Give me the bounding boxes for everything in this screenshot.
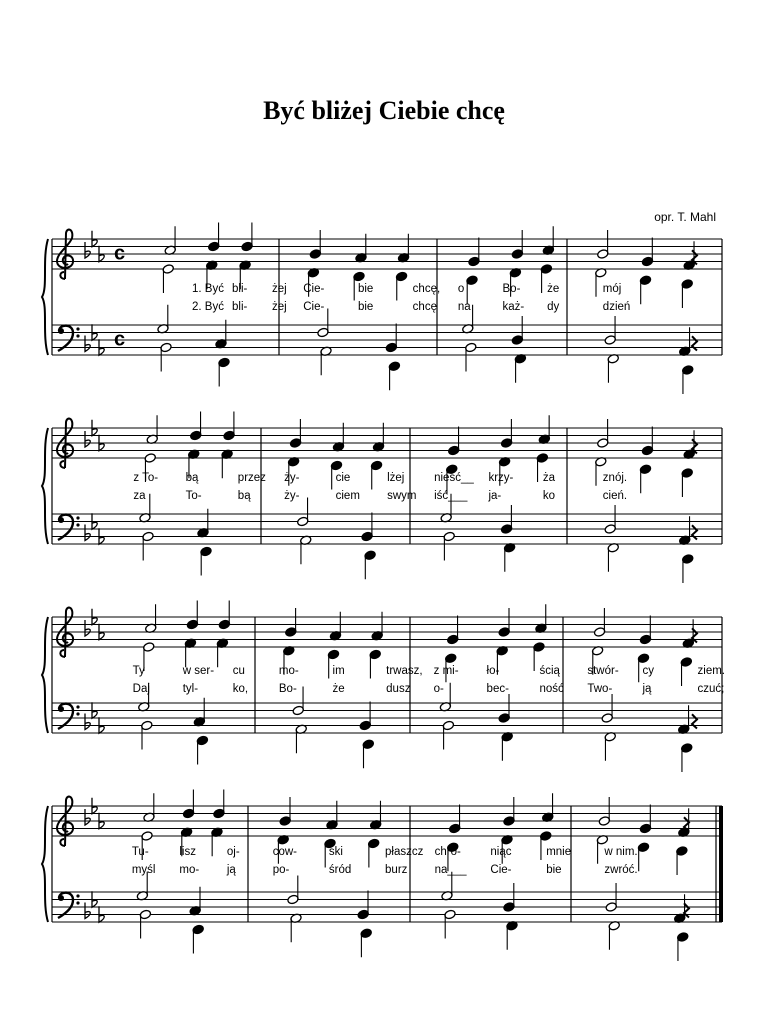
lyric-syllable: ność: [539, 683, 564, 695]
bass-clef-dot: [58, 895, 64, 901]
system-brace: [42, 428, 48, 544]
lyric-syllable: cy: [642, 665, 654, 677]
lyric-syllable: z To-: [133, 472, 159, 484]
bass-clef-dot: [76, 334, 79, 337]
lyric-syllable: ża: [542, 472, 555, 484]
common-time-icon: c: [114, 328, 126, 351]
lyric-syllable: bli-: [232, 283, 248, 295]
flat-icon: [85, 620, 90, 636]
bass-clef-dot: [58, 706, 64, 712]
lyric-syllable: za: [133, 490, 146, 502]
system-brace: [42, 806, 48, 922]
lyric-syllable: ją: [642, 683, 652, 695]
lyric-syllable: Bo-: [502, 283, 521, 295]
lyric-syllable: Bo-: [278, 683, 297, 695]
lyric-syllable: cie: [335, 472, 351, 484]
lyric-syllable: ło-: [486, 665, 500, 677]
lyric-syllable: na___: [434, 864, 467, 876]
lyric-syllable: o-: [433, 683, 444, 695]
lyric-syllable: zwróć.: [604, 864, 638, 876]
quarter-rest-icon: [692, 714, 697, 728]
lyric-syllable: ko,: [232, 683, 249, 695]
lyric-syllable: Cie-: [303, 301, 325, 313]
lyric-syllable: tyl-: [182, 683, 199, 695]
lyric-syllable: oj-: [226, 846, 240, 858]
flat-icon: [85, 242, 90, 258]
lyric-syllable: lżej: [387, 472, 405, 484]
lyric-syllable: po-: [272, 864, 290, 876]
lyric-syllable: Cie-: [303, 283, 325, 295]
lyric-syllable: w ser-: [182, 665, 215, 677]
lyric-syllable: każ-: [502, 301, 525, 313]
bass-clef-dot: [76, 516, 79, 519]
lyric-syllable: przez: [237, 472, 266, 484]
lyric-syllable: myśl: [131, 864, 156, 876]
lyric-syllable: cień.: [602, 490, 628, 502]
lyric-syllable: cow-: [272, 846, 298, 858]
lyric-syllable: bą: [185, 472, 199, 484]
lyric-syllable: Tu-: [131, 846, 149, 858]
flat-icon: [85, 336, 90, 352]
lyric-syllable: mo-: [179, 864, 200, 876]
lyric-syllable: chcę: [412, 301, 437, 313]
lyric-syllable: ją: [226, 864, 236, 876]
lyric-syllable: ścią: [539, 665, 560, 677]
lyric-syllable: trwasz,: [386, 665, 423, 677]
lyric-syllable: bec-: [486, 683, 509, 695]
lyric-syllable: o: [457, 283, 465, 295]
bass-clef-dot: [76, 894, 79, 897]
bass-clef-dot: [76, 523, 79, 526]
arranger-credit: opr. T. Mahl: [654, 210, 716, 224]
lyric-syllable: Ty: [132, 665, 145, 677]
quarter-rest-icon: [692, 336, 697, 350]
lyric-syllable: ziem.: [697, 665, 726, 677]
bass-clef-dot: [76, 327, 79, 330]
lyric-syllable: mnie: [546, 846, 572, 858]
common-time-icon: c: [114, 242, 126, 265]
lyric-syllable: na: [457, 301, 471, 313]
lyric-syllable: chro-: [434, 846, 461, 858]
lyric-syllable: swym: [387, 490, 417, 502]
lyric-syllable: nieść__: [434, 472, 474, 484]
lyric-syllable: ży-: [284, 490, 300, 502]
lyric-syllable: płaszcz: [385, 846, 424, 858]
bass-clef-dot: [76, 901, 79, 904]
lyric-syllable: żej: [272, 301, 287, 313]
lyric-syllable: czuć;: [697, 683, 725, 695]
lyric-syllable: ciem: [335, 490, 360, 502]
lyric-syllable: chcę,: [412, 283, 441, 295]
lyric-syllable: To-: [185, 490, 202, 502]
lyric-syllable: burz: [385, 864, 408, 876]
lyric-syllable: bli-: [232, 301, 248, 313]
lyric-syllable: im: [332, 665, 345, 677]
flat-icon: [85, 714, 90, 730]
lyric-syllable: znój.: [602, 472, 628, 484]
lyric-syllable: mój: [602, 283, 622, 295]
quarter-rest-icon: [692, 525, 697, 539]
flat-icon: [85, 903, 90, 919]
lyric-syllable: krzy-: [488, 472, 514, 484]
lyric-syllable: bą: [237, 490, 251, 502]
bass-clef-dot: [58, 517, 64, 523]
bass-clef-dot: [76, 705, 79, 708]
lyric-syllable: Cie-: [490, 864, 512, 876]
lyric-syllable: śród: [328, 864, 352, 876]
system-brace: [42, 239, 48, 355]
flat-icon: [85, 431, 90, 447]
lyric-syllable: ko: [542, 490, 555, 502]
lyric-syllable: 2. Być: [192, 301, 224, 313]
flat-icon: [85, 525, 90, 541]
lyric-syllable: stwór-: [587, 665, 619, 677]
lyric-syllable: z mi-: [433, 665, 459, 677]
lyric-syllable: cu: [232, 665, 245, 677]
lyric-syllable: dy: [547, 301, 560, 313]
lyric-syllable: bie: [357, 301, 374, 313]
lyric-syllable: mo-: [278, 665, 299, 677]
lyric-syllable: Two-: [587, 683, 613, 695]
lyric-syllable: bie: [546, 864, 562, 876]
bass-clef-dot: [76, 712, 79, 715]
lyric-syllable: Daj: [132, 683, 150, 695]
lyric-syllable: ży-: [284, 472, 300, 484]
system-brace: [42, 617, 48, 733]
lyric-syllable: że: [547, 283, 560, 295]
lyric-syllable: niąc: [490, 846, 512, 858]
lyric-syllable: dzień: [602, 301, 631, 313]
lyric-syllable: bie: [357, 283, 374, 295]
flat-icon: [85, 809, 90, 825]
page-title: Być bliżej Ciebie chcę: [263, 96, 505, 125]
lyric-syllable: iść___: [434, 490, 468, 502]
lyric-syllable: w nim.: [604, 846, 638, 858]
lyric-syllable: ski: [328, 846, 343, 858]
lyric-syllable: że: [332, 683, 345, 695]
lyric-syllable: dusz: [386, 683, 411, 695]
lyric-syllable: 1. Być: [192, 283, 224, 295]
bass-clef-dot: [58, 328, 64, 334]
lyric-syllable: ja-: [488, 490, 502, 502]
lyric-syllable: lisz: [179, 846, 196, 858]
lyric-syllable: żej: [272, 283, 287, 295]
